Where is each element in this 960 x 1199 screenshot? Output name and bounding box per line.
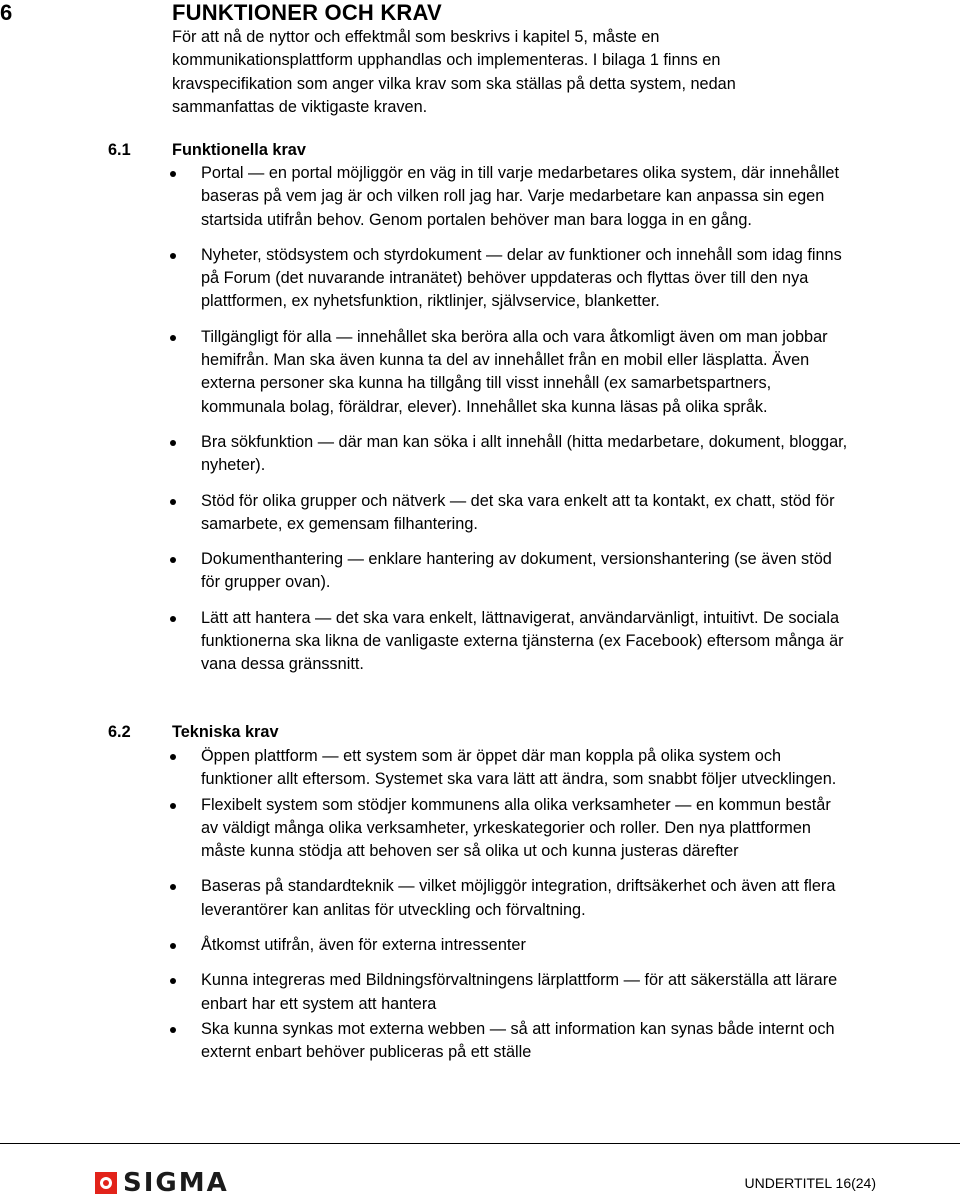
list-item-text: Öppen plattform — ett system som är öppet där man koppla på olika system och funktioner allt eftersom. Systemet ska vara lätt att ändra, som snabbt följer utvecklingen. bbox=[201, 747, 837, 789]
sigma-logo bbox=[95, 1170, 229, 1196]
list-item-text: Flexibelt system som stödjer kommunens alla olika verksamheter — en kommun består av väldigt många olika verksamheter, yrkeskategorier och roller. Den nya plattformen måste kunna stödja att behoven ser så olika ut och kunna justeras därefter bbox=[201, 795, 831, 861]
footer-divider bbox=[0, 1143, 960, 1144]
bullet-icon bbox=[170, 1027, 176, 1033]
list-item bbox=[0, 162, 851, 232]
chapter-title: FUNKTIONER OCH KRAV bbox=[172, 0, 442, 25]
bullet-icon bbox=[170, 440, 176, 446]
section-number-functional: 6.1 bbox=[108, 141, 131, 159]
list-item-text: Ska kunna synkas mot externa webben — så att information kan synas både internt och externt enbart behöver publiceras på ett ställe bbox=[201, 1019, 835, 1062]
list-item bbox=[0, 244, 851, 314]
bullet-icon bbox=[170, 754, 176, 760]
bullet-icon bbox=[170, 884, 176, 890]
list-item-text: Stöd för olika grupper och nätverk — det ska vara enkelt att ta kontakt, ex chatt, stöd för samarbete, ex gemensam filhantering. bbox=[201, 491, 835, 533]
bullet-icon bbox=[170, 499, 176, 505]
bullet-icon bbox=[170, 943, 176, 949]
technical-requirements-list bbox=[0, 745, 851, 1065]
logo-text: SIGMA bbox=[123, 1168, 229, 1198]
bullet-icon bbox=[170, 171, 176, 177]
list-item bbox=[0, 607, 851, 677]
sigma-logo-icon bbox=[95, 1172, 117, 1194]
list-item bbox=[0, 326, 851, 419]
functional-requirements-list bbox=[0, 162, 851, 677]
list-item-text: Lätt att hantera — det ska vara enkelt, lättnavigerat, användarvänligt, intuitivt. De sociala funktionerna ska likna de vanligaste externa tjänsterna (ex Facebook) eftersom många är vana dessa gränssnitt. bbox=[201, 608, 844, 674]
section-number-technical: 6.2 bbox=[108, 723, 131, 741]
list-item bbox=[0, 548, 851, 595]
intro-paragraph: För att nå de nyttor och effektmål som beskrivs i kapitel 5, måste en kommunikationsplattform upphandlas och implementeras. I bilaga 1 finns en kravspecifikation som anger vilka krav som ska ställas på detta system, nedan sammanfattas de viktigaste kraven. bbox=[172, 28, 736, 116]
page-label: UNDERTITEL 16(24) bbox=[744, 1175, 876, 1191]
section-title-technical: Tekniska krav bbox=[172, 723, 279, 741]
list-item-text: Kunna integreras med Bildningsförvaltningens lärplattform — för att säkerställa att lärare enbart har ett system att hantera bbox=[201, 971, 838, 1013]
list-item bbox=[0, 1018, 851, 1065]
chapter-number: 6 bbox=[0, 0, 13, 25]
bullet-icon bbox=[170, 978, 176, 984]
list-item-text: Åtkomst utifrån, även för externa intressenter bbox=[201, 936, 526, 955]
list-item bbox=[0, 745, 851, 792]
bullet-icon bbox=[170, 803, 176, 809]
list-item-text: Bra sökfunktion — där man kan söka i allt innehåll (hitta medarbetare, dokument, bloggar, nyheter). bbox=[201, 432, 848, 475]
bullet-icon bbox=[170, 335, 176, 341]
list-item bbox=[0, 431, 851, 478]
list-item-text: Dokumenthantering — enklare hantering av dokument, versionshantering (se även stöd för grupper ovan). bbox=[201, 550, 832, 592]
list-item bbox=[0, 794, 851, 864]
bullet-icon bbox=[170, 616, 176, 622]
list-item-text: Baseras på standardteknik — vilket möjliggör integration, driftsäkerhet och även att flera leverantörer kan anlitas för utveckling och förvaltning. bbox=[201, 877, 836, 919]
section-title-functional: Funktionella krav bbox=[172, 141, 306, 159]
bullet-icon bbox=[170, 557, 176, 563]
list-item-text: Nyheter, stödsystem och styrdokument — delar av funktioner och innehåll som idag finns på Forum (det nuvarande intranätet) behöver uppdateras och flyttas över till den nya plattformen, ex nyhetsfunktion, riktlinjer, självservice, blanketter. bbox=[201, 245, 842, 311]
list-item bbox=[0, 969, 851, 1016]
list-item bbox=[0, 875, 851, 922]
bullet-icon bbox=[170, 253, 176, 259]
list-item-text: Portal — en portal möjliggör en väg in till varje medarbetares olika system, där innehållet baseras på vem jag är och vilken roll jag har. Varje medarbetare kan anpassa sin egen startsida utifrån behov. Genom portalen behöver man bara logga in en gång. bbox=[201, 164, 839, 229]
list-item bbox=[0, 934, 851, 957]
list-item bbox=[0, 490, 851, 537]
list-item-text: Tillgängligt för alla — innehållet ska beröra alla och vara åtkomligt även om man jobbar hemifrån. Man ska även kunna ta del av innehållet från en mobil eller läsplatta. Även externa personer ska kunna ha tillgång till visst innehåll (ex samarbetspartners, kommunala bolag, föräldrar, elever). Innehållet ska kunna läsas på olika språk. bbox=[201, 327, 828, 416]
